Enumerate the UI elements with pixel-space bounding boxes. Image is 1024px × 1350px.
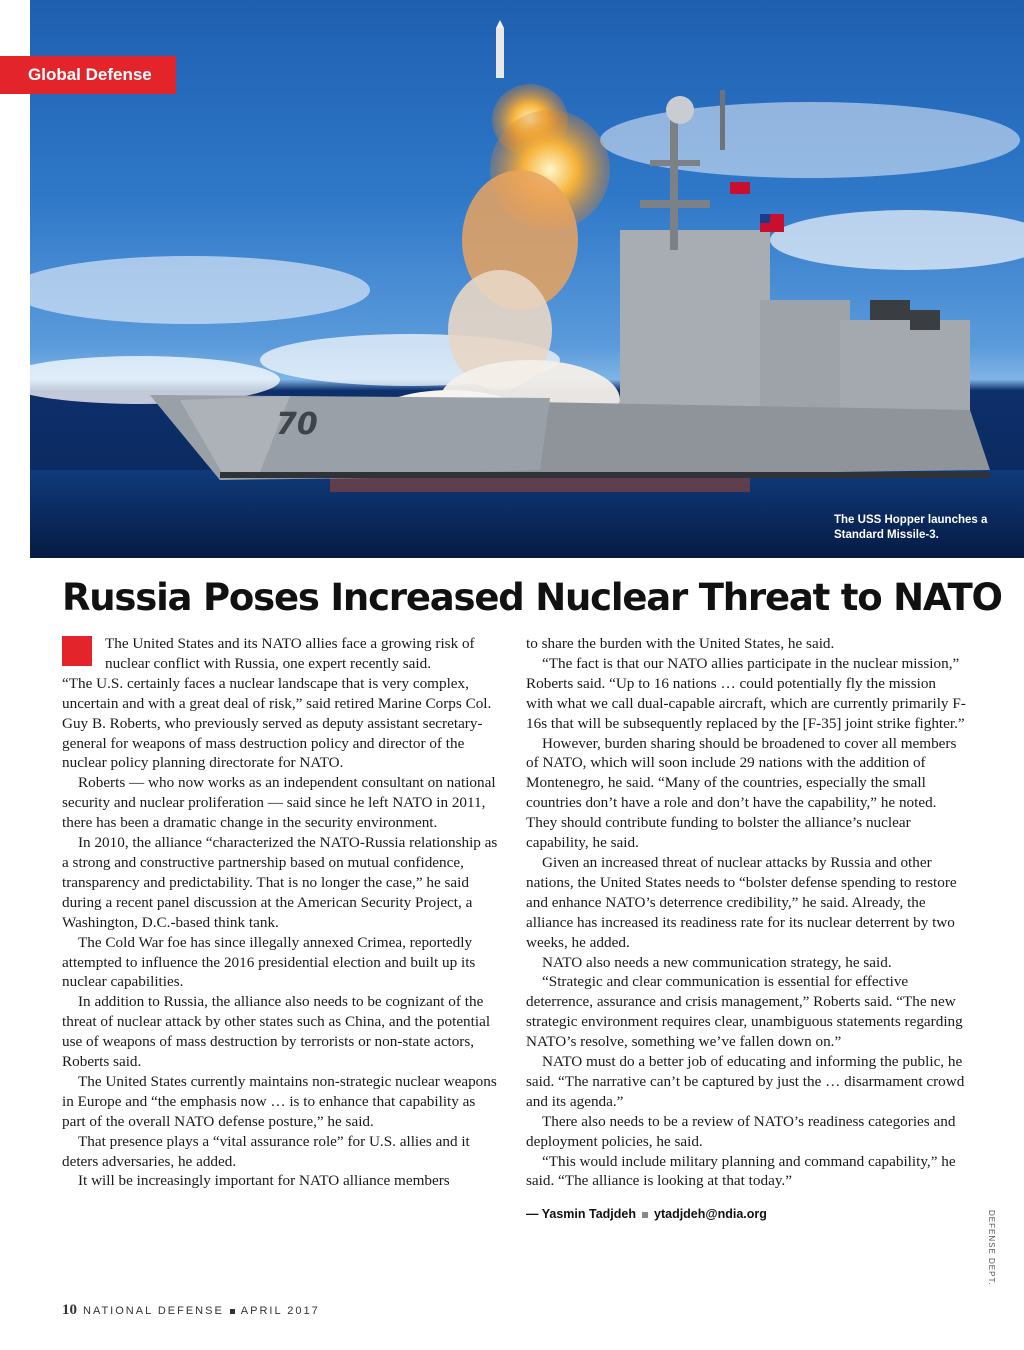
byline-email[interactable]: ytadjdeh@ndia.org bbox=[654, 1207, 767, 1222]
paragraph: There also needs to be a review of NATO’s readiness categories and deployment policies, he said. bbox=[526, 1112, 956, 1150]
photo-credit: DEFENSE DEPT. bbox=[987, 1210, 996, 1286]
paragraph: In 2010, the alliance “characterized the NATO-Russia relationship as a strong and constructive partnership based on mutual confidence, transparency and predictability. That is no longer the case,” he said during a recent panel discussion at the American Security Project, a Washington, D.C.-based think tank. bbox=[62, 834, 498, 931]
paragraph: “The fact is that our NATO allies participate in the nuclear mission,” Roberts said. “Up to 16 nations … could potentially fly the mission with what we call dual-capable aircraft, which are currently primarily F-16s that will be subsequently replaced by the [F-35] joint strike fighter.” bbox=[526, 654, 966, 732]
separator-square-icon bbox=[230, 1309, 235, 1314]
paragraph: to share the burden with the United States, he said. bbox=[526, 635, 835, 652]
article-headline: Russia Poses Increased Nuclear Threat to NATO bbox=[62, 576, 1002, 619]
paragraph: “Strategic and clear communication is essential for effective deterrence, assurance and crisis management,” Roberts said. “The new strategic environment requires clear, unambiguous statements regarding NATO’s resolve, something we’ve fallen down on.” bbox=[526, 973, 963, 1051]
paragraph: “The U.S. certainly faces a nuclear landscape that is very complex, uncertain and with a great deal of risk,” said retired Marine Corps Col. Guy B. Roberts, who previously served as deputy assistant secretary-general for weapons of mass destruction policy and director of the nuclear policy planning directorate for NATO. bbox=[62, 674, 492, 772]
hull-number: 70 bbox=[276, 407, 318, 442]
paragraph: The United States and its NATO allies face a growing risk of nuclear conflict with Russia, one expert recently said. bbox=[105, 635, 475, 672]
hero-photo bbox=[30, 0, 1024, 558]
paragraph: Roberts — who now works as an independent consultant on national security and nuclear proliferation — said since he left NATO in 2011, there has been a dramatic change in the security environment. bbox=[62, 774, 496, 832]
paragraph: That presence plays a “vital assurance role” for U.S. allies and it deters adversaries, he added. bbox=[62, 1132, 470, 1170]
paragraph: It will be increasingly important for NATO alliance members bbox=[78, 1172, 450, 1190]
page-number: 10 bbox=[62, 1302, 77, 1318]
section-tag: Global Defense bbox=[0, 56, 176, 94]
paragraph: NATO also needs a new communication strategy, he said. bbox=[542, 953, 892, 971]
article-column-right bbox=[526, 634, 966, 1225]
paragraph: NATO must do a better job of educating and informing the public, he said. “The narrative can’t be captured by just the … disarmament crowd and its agenda.” bbox=[526, 1053, 965, 1110]
byline-author: — Yasmin Tadjdeh bbox=[526, 1207, 636, 1222]
issue-date: APRIL 2017 bbox=[240, 1305, 320, 1317]
article-column-left bbox=[62, 634, 502, 1191]
paragraph: However, burden sharing should be broadened to cover all members of NATO, which will soon include 29 nations with the addition of Montenegro, he said. “Many of the countries, especially the small countries don’t have a role and don’t have the capability,” he noted. They should contribute funding to bolster the alliance’s nuclear capability, he said. bbox=[526, 734, 957, 852]
photo-caption: The USS Hopper launches a Standard Missile-3. bbox=[834, 514, 988, 541]
publication-name: NATIONAL DEFENSE bbox=[83, 1305, 224, 1317]
paragraph: In addition to Russia, the alliance also needs to be cognizant of the threat of nuclear attack by other states such as China, and the potential use of weapons of mass destruction by terrorists or non-state actors, Roberts said. bbox=[62, 993, 491, 1071]
byline bbox=[526, 1205, 966, 1225]
paragraph: Given an increased threat of nuclear attacks by Russia and other nations, the United States needs to “bolster defense spending to restore and enhance NATO’s deterrence credibility,” he said. Already, the alliance has increased its readiness rate for its nuclear deterrent by two weeks, he added. bbox=[526, 853, 957, 951]
paragraph: The Cold War foe has since illegally annexed Crimea, reportedly attempted to influence the 2016 presidential election and built up its nuclear capabilities. bbox=[62, 933, 476, 991]
paragraph: “This would include military planning and command capability,” he said. “The alliance is looking at that today.” bbox=[526, 1152, 956, 1190]
page-footer bbox=[62, 1302, 320, 1319]
ship-missile-launch-illustration bbox=[30, 0, 1024, 558]
separator-square-icon bbox=[642, 1212, 648, 1218]
paragraph: The United States currently maintains non-strategic nuclear weapons in Europe and “the emphasis now … is to enhance that capability as part of the overall NATO defense posture,” he said. bbox=[62, 1072, 497, 1130]
